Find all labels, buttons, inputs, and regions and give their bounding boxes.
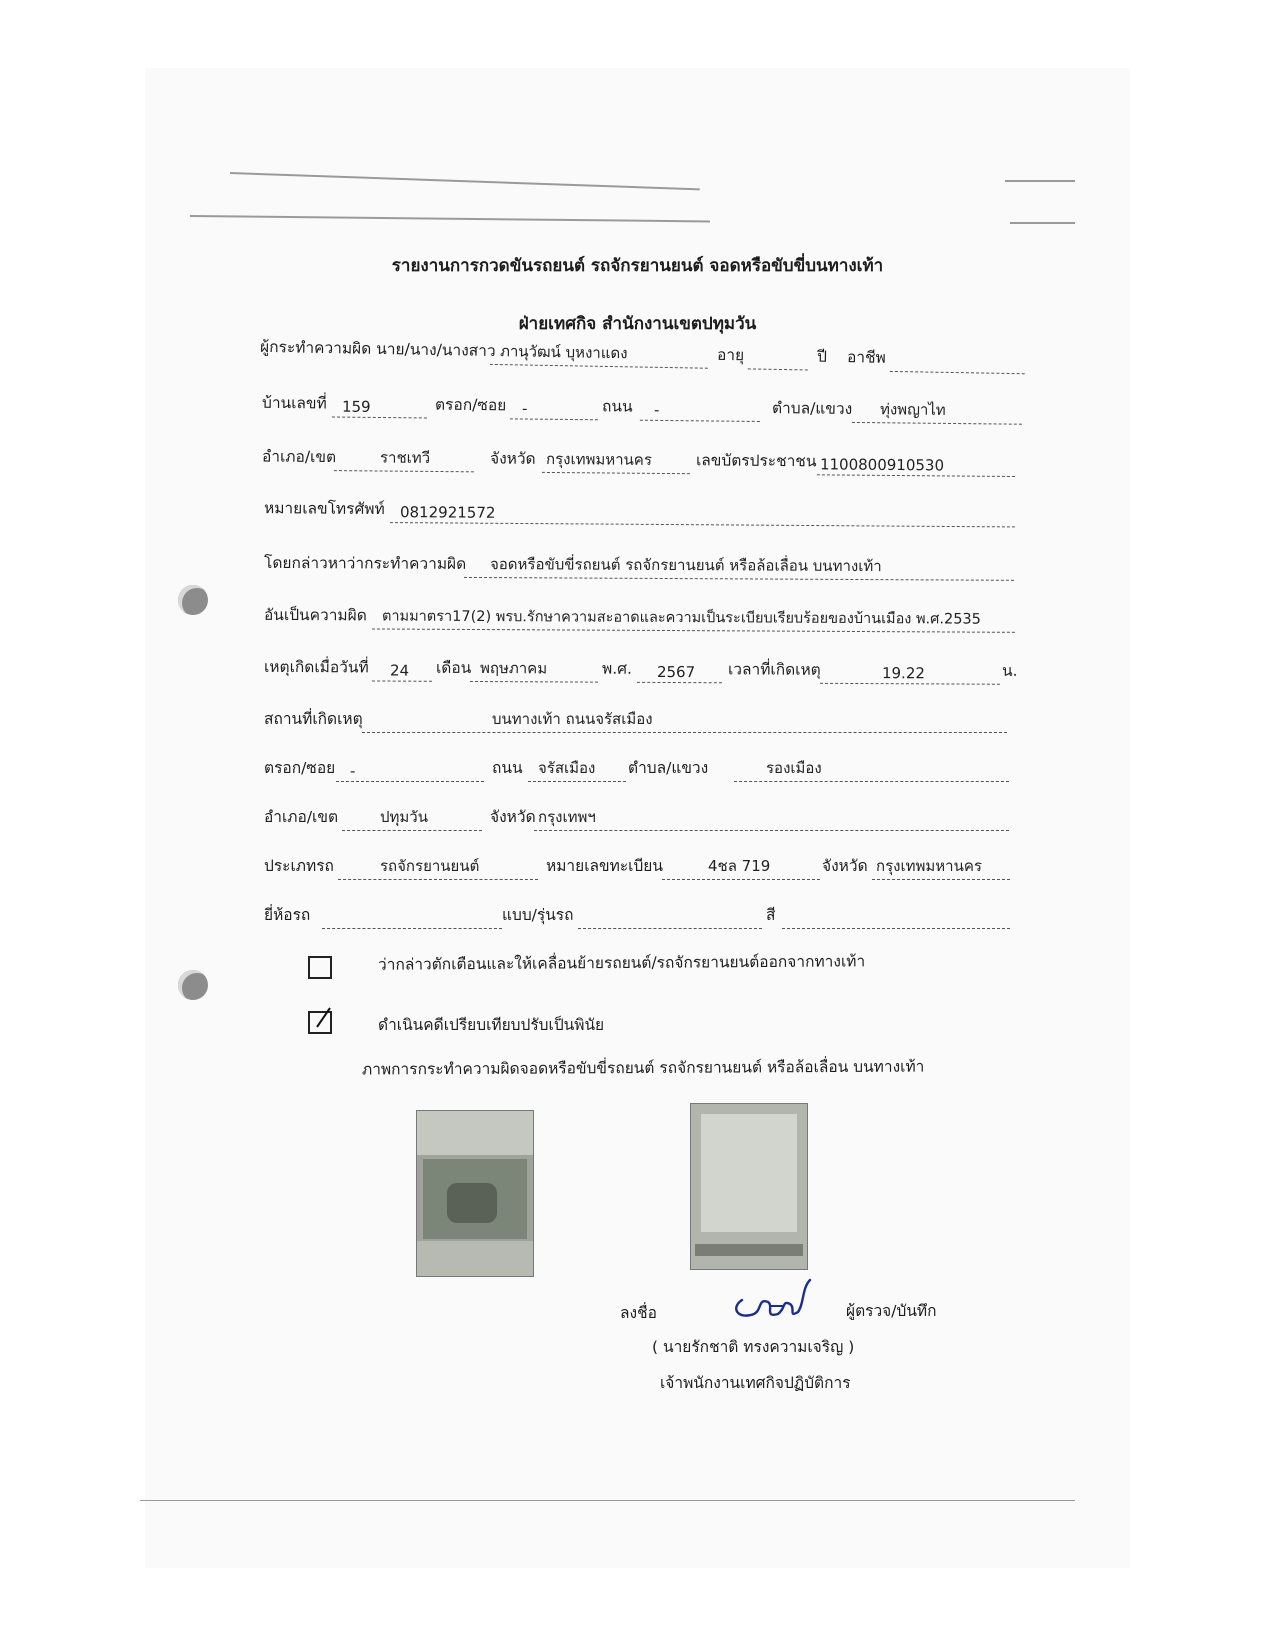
id-value: 1100800910530	[819, 455, 945, 475]
document-title: รายงานการกวดขันรถยนต์ รถจักรยานยนต์ จอดหรือขับขี่บนทางเท้า	[391, 256, 884, 276]
department-title: ฝ่ายเทศกิจ สำนักงานเขตปทุมวัน	[518, 314, 757, 334]
incident-road-label: ถนน	[492, 759, 523, 777]
punch-hole	[178, 970, 208, 1000]
incident-province-value: กรุงเทพฯ	[538, 808, 596, 826]
year-value: 2567	[656, 662, 696, 682]
fine-checkbox[interactable]	[308, 1011, 332, 1034]
incident-district-value: ปทุมวัน	[380, 808, 428, 826]
vehicle-type-label: ประเภทรถ	[264, 857, 334, 875]
house-label: บ้านเลขที่	[261, 393, 327, 413]
incident-date-row	[263, 653, 1062, 691]
district-row	[261, 443, 1062, 484]
year-label-incident: พ.ศ.	[601, 659, 632, 678]
incident-province-label: จังหวัด	[490, 808, 536, 826]
house-value: 159	[341, 397, 371, 416]
fold-line	[140, 1500, 1075, 1501]
district-value: ราชเทวี	[379, 448, 431, 467]
warning-option-label: ว่ากล่าวตักเตือนและให้เคลื่อนย้ายรถยนต์/รถจักรยานยนต์ออกจากทางเท้า	[377, 952, 866, 974]
fine-option-label: ดำเนินคดีเปรียบเทียบปรับเป็นพินัย	[378, 1016, 605, 1034]
color-label: สี	[766, 906, 776, 924]
incident-district-row	[264, 803, 1062, 837]
incident-soi-label: ตรอก/ซอย	[264, 759, 336, 777]
time-value: 19.22	[881, 664, 925, 683]
incident-district-label: อำเภอ/เขต	[264, 808, 339, 826]
vehicle-type-value: รถจักรยานยนต์	[380, 857, 480, 875]
date-label: เหตุเกิดเมื่อวันที่	[263, 657, 369, 677]
day-value: 24	[389, 661, 410, 680]
year-label: ปี	[816, 347, 828, 366]
plate-value: 4ชล 719	[708, 857, 771, 875]
evidence-photo-right	[690, 1103, 808, 1270]
law-value: ตามมาตรา17(2) พรบ.รักษาความสะอาดและความเป็นระเบียบเรียบร้อยของบ้านเมือง พ.ศ.2535	[381, 608, 981, 628]
offender-label: ผู้กระทำความผิด นาย/นาง/นางสาว	[259, 337, 496, 361]
plate-label: หมายเลขทะเบียน	[546, 857, 663, 875]
evidence-photo-left	[416, 1110, 534, 1277]
phone-value: 0812921572	[399, 503, 496, 522]
vehicle-province-label: จังหวัด	[822, 857, 868, 875]
charge-value: จอดหรือขับขี่รถยนต์ รถจักรยานยนต์ หรือล้อเลื่อน บนทางเท้า	[489, 555, 882, 576]
phone-row	[263, 494, 1062, 534]
time-unit: น.	[1001, 661, 1018, 680]
soi-label: ตรอก/ซอย	[434, 395, 507, 415]
month-value: พฤษภาคม	[479, 659, 548, 678]
province-label: จังหวัด	[489, 449, 536, 468]
brand-label: ยี่ห้อรถ	[264, 906, 311, 924]
time-label: เวลาที่เกิดเหตุ	[727, 660, 821, 679]
incident-subdistrict-label: ตำบล/แขวง	[628, 759, 709, 777]
offender-name: ภานุวัฒน์ บุหงาแดง	[499, 342, 628, 363]
district-label: อำเภอ/เขต	[261, 447, 337, 467]
place-label: สถานที่เกิดเหตุ	[264, 710, 363, 728]
vehicle-type-row	[264, 852, 1062, 886]
incident-subdistrict-value: รองเมือง	[766, 759, 822, 777]
signer-position: เจ้าพนักงานเทศกิจปฏิบัติการ	[660, 1374, 851, 1392]
brand-row	[264, 901, 1062, 935]
law-row	[263, 601, 1062, 639]
check-mark-icon	[313, 1005, 335, 1031]
age-label: อายุ	[716, 345, 745, 365]
signature-mark	[728, 1276, 818, 1326]
place-row	[264, 705, 1062, 739]
signer-name: ( นายรักชาติ ทรงความเจริญ )	[652, 1338, 855, 1356]
charge-row	[263, 549, 1062, 587]
model-label: แบบ/รุ่นรถ	[502, 906, 574, 924]
signer-role: ผู้ตรวจ/บันทึก	[846, 1302, 937, 1320]
place-value: บนทางเท้า ถนนจรัสเมือง	[492, 710, 653, 728]
incident-road-value: จรัสเมือง	[538, 759, 596, 777]
incident-soi-value: -	[350, 762, 356, 780]
charge-label: โดยกล่าวหาว่ากระทำความผิด	[263, 553, 467, 573]
warning-checkbox[interactable]	[308, 956, 332, 979]
month-label: เดือน	[435, 658, 472, 677]
province-value: กรุงเทพมหานคร	[545, 449, 653, 469]
soi-value: -	[521, 399, 528, 418]
punch-hole	[178, 585, 208, 615]
photos-caption: ภาพการกระทำความผิดจอดหรือขับขี่รถยนต์ รถจักรยานยนต์ หรือล้อเลื่อน บนทางเท้า	[361, 1057, 925, 1079]
road-label: ถนน	[601, 397, 633, 416]
occupation-label: อาชีพ	[846, 348, 886, 367]
phone-label: หมายเลขโทรศัพท์	[263, 499, 385, 519]
law-label: อันเป็นความผิด	[263, 605, 367, 625]
id-label: เลขบัตรประชาชน	[695, 451, 817, 471]
incident-location-row	[264, 754, 1062, 788]
subdistrict-label: ตำบล/แขวง	[771, 399, 853, 418]
fold-line	[1010, 222, 1075, 224]
fold-line	[1005, 180, 1075, 182]
vehicle-province-value: กรุงเทพมหานคร	[876, 857, 982, 875]
sign-label: ลงชื่อ	[620, 1304, 657, 1322]
road-value: -	[653, 400, 660, 419]
subdistrict-value: ทุ่งพญาไท	[879, 400, 946, 419]
